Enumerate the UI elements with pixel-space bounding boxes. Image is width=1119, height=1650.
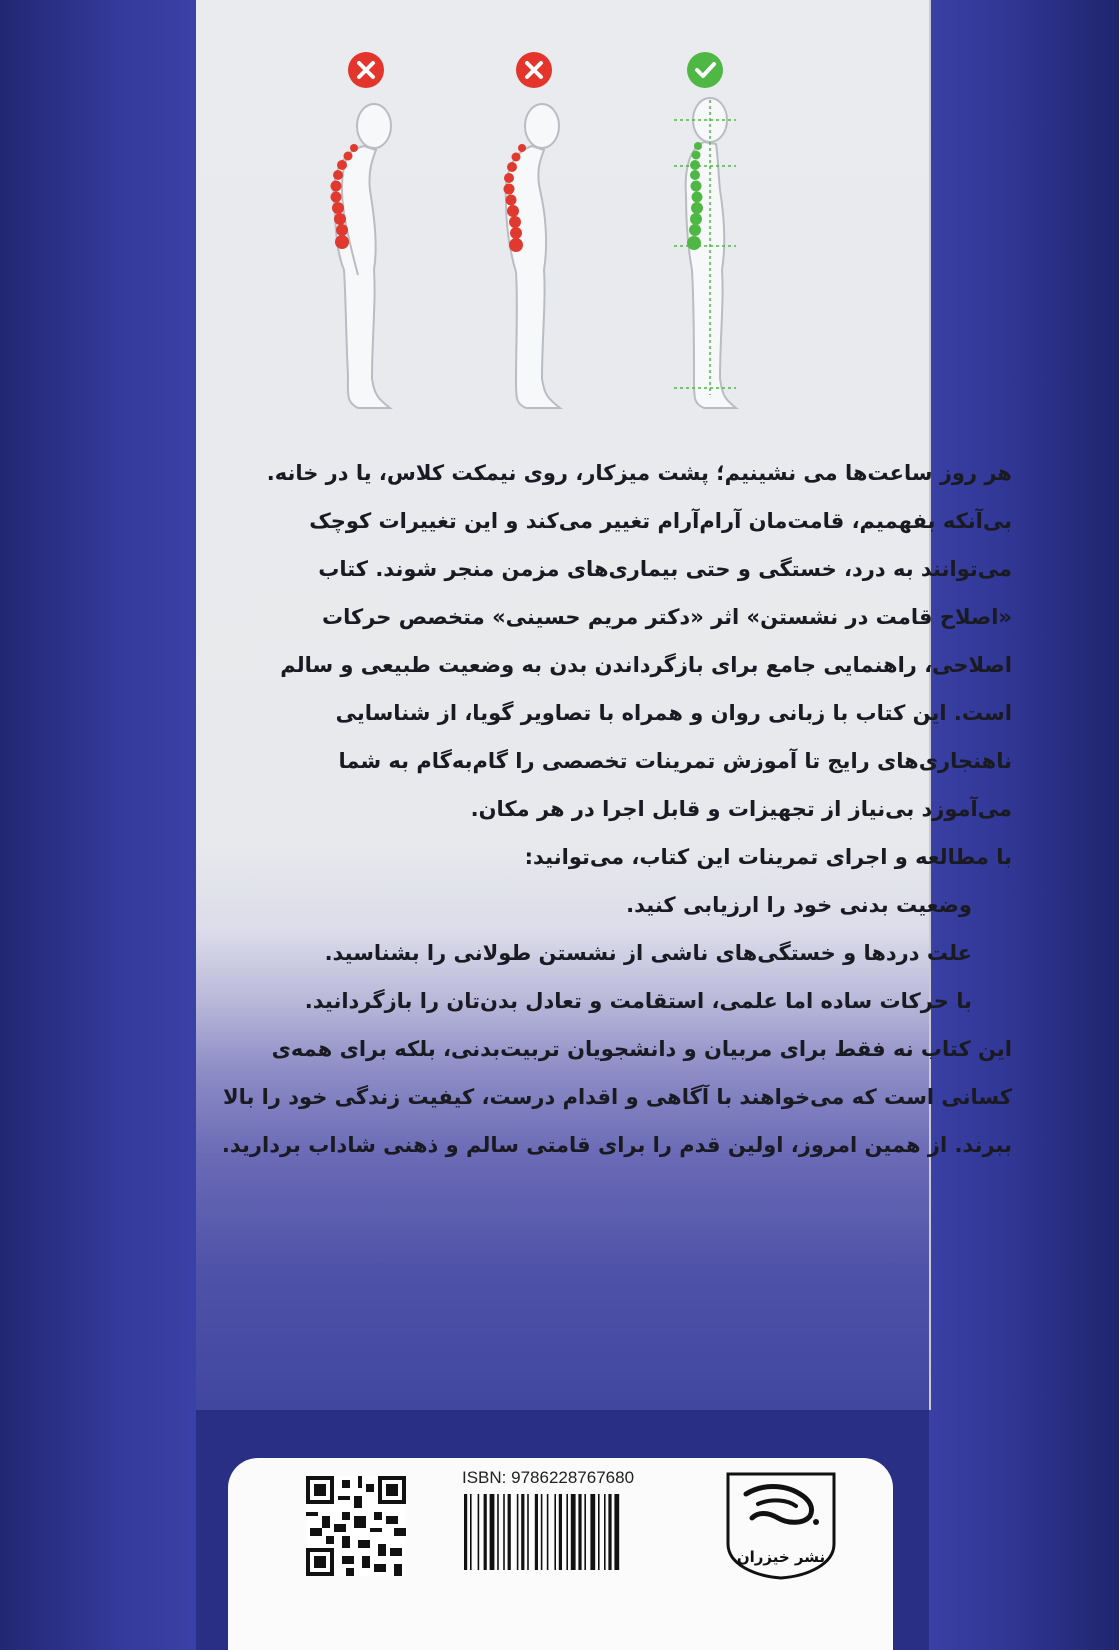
posture-illustration (196, 0, 929, 440)
text-line: می‌توانند به درد، خستگی و حتی بیماری‌های مزمن منجر شوند. کتاب (318, 557, 1012, 581)
cover-left-band (0, 0, 196, 1650)
bullet-line: وضعیت بدنی خود را ارزیابی کنید. (626, 893, 972, 917)
text-line: اصلاحی، راهنمایی جامع برای بازگرداندن بدن به وضعیت طبیعی و سالم (280, 653, 1012, 677)
barcode-bar (521, 1494, 524, 1570)
publisher-name: نشر خیزران (736, 1548, 826, 1566)
text-line: با مطالعه و اجرای تمرینات این کتاب، می‌توانید: (524, 845, 1012, 869)
barcode-bar (503, 1494, 505, 1570)
x-icon (516, 52, 552, 88)
text-line: این کتاب نه فقط برای مربیان و دانشجویان تربیت‌بدنی، بلکه برای همه‌ی (271, 1037, 1012, 1061)
barcode-bar (584, 1494, 586, 1570)
barcode-bar (547, 1494, 549, 1570)
isbn-label: ISBN: 9786228767680 (462, 1468, 635, 1487)
barcode-bar (490, 1494, 495, 1570)
slouched-figure-2 (506, 104, 560, 408)
text-line: «اصلاح قامت در نشستن» اثر «دکتر مریم حسینی» متخصص حرکات (322, 605, 1012, 629)
cover-right-band (929, 0, 1119, 1650)
barcode-bar (590, 1494, 595, 1570)
x-icon (348, 52, 384, 88)
text-line: می‌آموزد بی‌نیاز از تجهیزات و قابل اجرا در هر مکان. (470, 797, 1012, 821)
barcode-bar (484, 1494, 487, 1570)
upright-figure (686, 98, 736, 408)
barcode-bar (508, 1494, 511, 1570)
barcode-bar (608, 1494, 611, 1570)
barcode-bar (497, 1494, 499, 1570)
slouched-figure-1 (334, 104, 391, 408)
barcode-bar (517, 1494, 519, 1570)
barcode-bar (527, 1494, 529, 1570)
qr-code (306, 1476, 406, 1576)
text-line: کسانی است که می‌خواهند با آگاهی و اقدام درست، کیفیت زندگی خود را بالا (222, 1085, 1012, 1109)
text-line: هر روز ساعت‌ها می نشینیم؛ پشت میزکار، روی نیمکت کلاس، یا در خانه. (266, 461, 1012, 485)
barcode-bar (464, 1494, 467, 1570)
barcode (462, 1494, 662, 1570)
barcode-bar (541, 1494, 543, 1570)
barcode-bar (559, 1494, 562, 1570)
text-line: بی‌آنکه بفهمیم، قامت‌مان آرام‌آرام تغییر می‌کند و این تغییرات کوچک (309, 509, 1012, 533)
barcode-bar (535, 1494, 538, 1570)
check-icon (687, 52, 723, 88)
barcode-bar (470, 1494, 472, 1570)
barcode-bar (566, 1494, 568, 1570)
barcode-bar (598, 1494, 600, 1570)
barcode-bar (571, 1494, 576, 1570)
barcode-bar (604, 1494, 606, 1570)
barcode-bar (614, 1494, 619, 1570)
barcode-bar (478, 1494, 480, 1570)
bullet-line: با حرکات ساده اما علمی، استقامت و تعادل بدن‌تان را بازگردانید. (304, 989, 972, 1013)
bullet-line: علت دردها و خستگی‌های ناشی از نشستن طولانی را بشناسید. (324, 941, 972, 965)
barcode-bar (578, 1494, 581, 1570)
text-line: است. این کتاب با زبانی روان و همراه با تصاویر گویا، از شناسایی (335, 701, 1012, 725)
text-line: ناهنجاری‌های رایج تا آموزش تمرینات تخصصی را گام‌به‌گام به شما (338, 749, 1012, 773)
text-line: ببرند. از همین امروز، اولین قدم را برای قامتی سالم و ذهنی شاداب بردارید. (221, 1133, 1012, 1157)
barcode-bar (554, 1494, 556, 1570)
